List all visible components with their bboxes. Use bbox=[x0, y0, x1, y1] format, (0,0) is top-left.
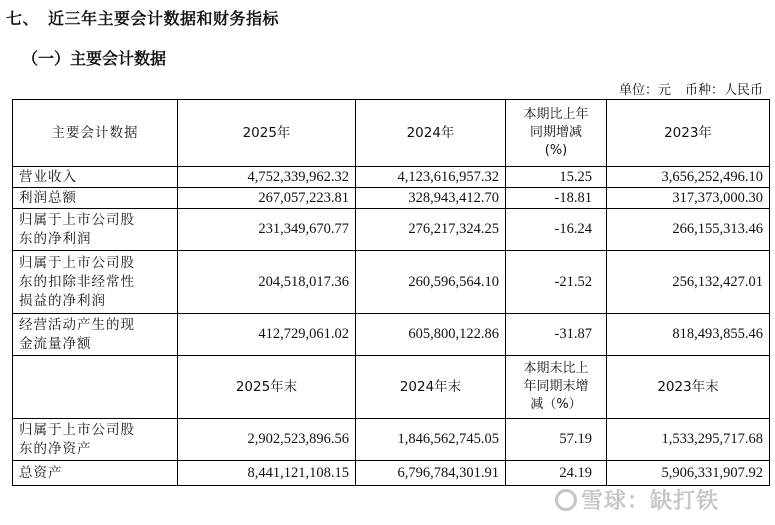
row-label-line: 经营活动产生的现 bbox=[19, 316, 135, 333]
row-label bbox=[13, 419, 178, 461]
section-heading bbox=[6, 6, 279, 29]
value-2025: 204,518,017.36 bbox=[178, 251, 356, 314]
value-2023: 5,906,331,907.92 bbox=[607, 461, 770, 486]
value-2024: 6,796,784,301.91 bbox=[356, 461, 506, 486]
header-2023: 2023年末 bbox=[607, 356, 770, 419]
row-label bbox=[13, 314, 178, 356]
value-2023: 3,656,252,496.10 bbox=[607, 167, 770, 188]
watermark-text: 雪球：缺打铁 bbox=[581, 489, 720, 514]
row-label bbox=[13, 461, 178, 486]
table-row bbox=[13, 419, 770, 461]
row-label bbox=[13, 188, 178, 209]
section-number: 七、 bbox=[6, 9, 40, 28]
value-2025: 231,349,670.77 bbox=[178, 209, 356, 251]
value-change: 24.19 bbox=[506, 461, 607, 486]
table-header-row bbox=[13, 356, 770, 419]
row-label-line: 利润总额 bbox=[19, 189, 77, 206]
subsection-heading: （一）主要会计数据 bbox=[22, 49, 167, 68]
value-2025: 412,729,061.02 bbox=[178, 314, 356, 356]
header-change-line: 本期比上年 bbox=[523, 107, 589, 122]
unit-line bbox=[605, 79, 763, 98]
header-change bbox=[506, 356, 607, 419]
value-2023: 266,155,313.46 bbox=[607, 209, 770, 251]
value-change: -31.87 bbox=[506, 314, 607, 356]
unit-label: 单位：元 bbox=[618, 83, 671, 98]
header-change bbox=[506, 100, 607, 167]
table-row bbox=[13, 314, 770, 356]
table-header-row bbox=[13, 100, 770, 167]
currency-label: 币种：人民币 bbox=[684, 83, 763, 98]
header-2025: 2025年末 bbox=[178, 356, 356, 419]
value-change: -18.81 bbox=[506, 188, 607, 209]
row-label-line: 金流量净额 bbox=[19, 335, 92, 352]
row-label-line: 总资产 bbox=[19, 464, 63, 481]
value-2025: 8,441,121,108.15 bbox=[178, 461, 356, 486]
header-change-line: 减（%） bbox=[530, 397, 582, 412]
value-change: 15.25 bbox=[506, 167, 607, 188]
header-2024: 2024年末 bbox=[356, 356, 506, 419]
value-2023: 256,132,427.01 bbox=[607, 251, 770, 314]
value-2024: 260,596,564.10 bbox=[356, 251, 506, 314]
table-row bbox=[13, 167, 770, 188]
header-2025: 2025年 bbox=[178, 100, 356, 167]
row-label bbox=[13, 209, 178, 251]
row-label-line: 损益的净利润 bbox=[19, 292, 106, 309]
header-change-line: 同期增减 bbox=[529, 125, 582, 140]
header-change-line: 本期末比上 bbox=[523, 361, 589, 376]
value-change: -16.24 bbox=[506, 209, 607, 251]
row-label-line: 东的净资产 bbox=[19, 440, 92, 457]
section-title: 近三年主要会计数据和财务指标 bbox=[48, 9, 280, 28]
header-2024: 2024年 bbox=[356, 100, 506, 167]
value-2025: 4,752,339,962.32 bbox=[178, 167, 356, 188]
row-label-line: 东的净利润 bbox=[19, 230, 92, 247]
snowball-logo-icon bbox=[555, 489, 577, 511]
value-2023: 1,533,295,717.68 bbox=[607, 419, 770, 461]
table-row bbox=[13, 251, 770, 314]
value-change: -21.52 bbox=[506, 251, 607, 314]
value-2025: 2,902,523,896.56 bbox=[178, 419, 356, 461]
row-label-line: 东的扣除非经常性 bbox=[19, 273, 135, 290]
row-label-line: 归属于上市公司股 bbox=[19, 254, 135, 271]
row-label bbox=[13, 251, 178, 314]
watermark bbox=[555, 484, 719, 515]
header-label bbox=[13, 356, 178, 419]
row-label-line: 营业收入 bbox=[19, 168, 77, 185]
accounting-data-table bbox=[12, 99, 770, 486]
value-change: 57.19 bbox=[506, 419, 607, 461]
table-row bbox=[13, 209, 770, 251]
header-2023: 2023年 bbox=[607, 100, 770, 167]
value-2025: 267,057,223.81 bbox=[178, 188, 356, 209]
value-2024: 605,800,122.86 bbox=[356, 314, 506, 356]
header-label: 主要会计数据 bbox=[13, 100, 178, 167]
value-2023: 317,373,000.30 bbox=[607, 188, 770, 209]
header-change-line: 年同期末增 bbox=[523, 379, 589, 394]
value-2024: 328,943,412.70 bbox=[356, 188, 506, 209]
table-row bbox=[13, 188, 770, 209]
header-change-line: (%) bbox=[544, 143, 568, 158]
value-2024: 276,217,324.25 bbox=[356, 209, 506, 251]
row-label-line: 归属于上市公司股 bbox=[19, 421, 135, 438]
table-row bbox=[13, 461, 770, 486]
row-label-line: 归属于上市公司股 bbox=[19, 211, 135, 228]
value-2024: 1,846,562,745.05 bbox=[356, 419, 506, 461]
value-2023: 818,493,855.46 bbox=[607, 314, 770, 356]
row-label bbox=[13, 167, 178, 188]
value-2024: 4,123,616,957.32 bbox=[356, 167, 506, 188]
